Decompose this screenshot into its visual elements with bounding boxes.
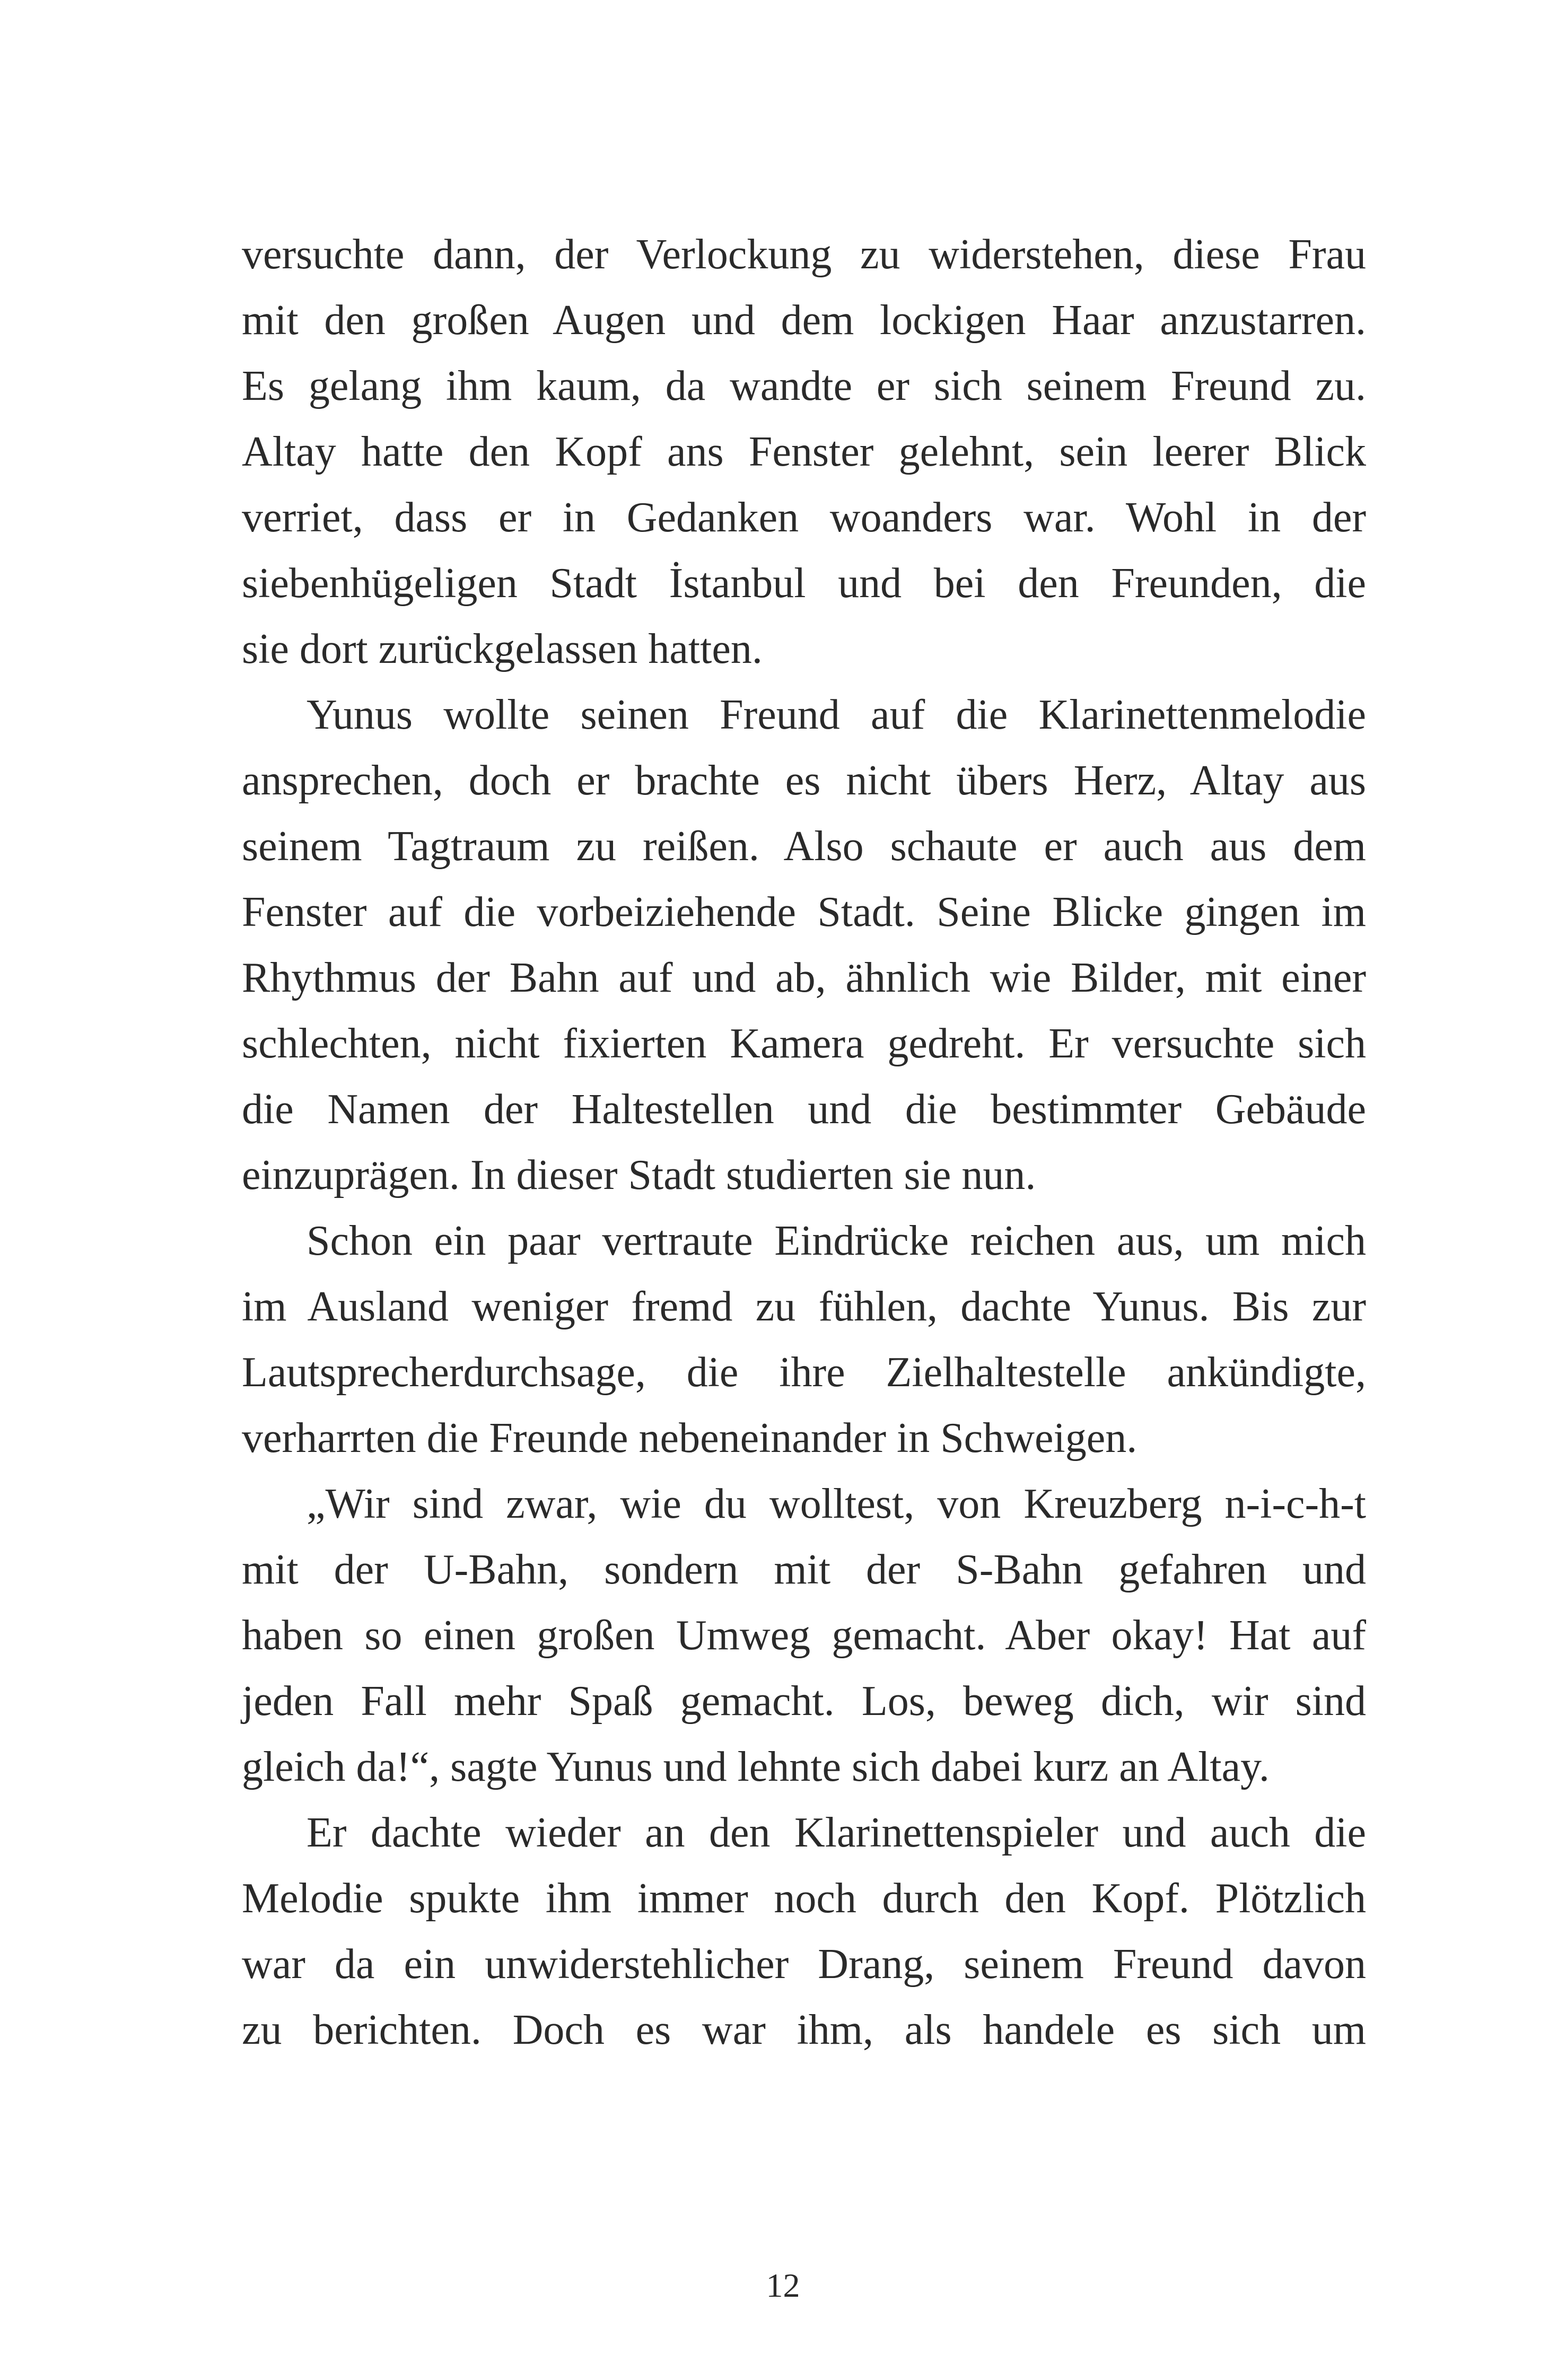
text-line: jeden Fall mehr Spaß gemacht. Los, beweg dich, wir sind [242, 1678, 1366, 1725]
paragraph [242, 222, 1366, 682]
text-line: haben so einen großen Umweg gemacht. Aber okay! Hat auf [242, 1612, 1366, 1659]
text-line: Es gelang ihm kaum, da wandte er sich seinem Freund zu. [242, 363, 1366, 409]
text-line: versuchte dann, der Verlockung zu widerstehen, diese Frau [242, 231, 1366, 278]
text-line: Er dachte wieder an den Klarinettenspieler und auch die [307, 1809, 1366, 1856]
text-line: verriet, dass er in Gedanken woanders war. Wohl in der [242, 494, 1366, 541]
text-line: mit der U-Bahn, sondern mit der S-Bahn gefahren und [242, 1546, 1366, 1593]
text-line: sie dort zurückgelassen hatten. [242, 626, 763, 672]
text-line: die Namen der Haltestellen und die bestimmter Gebäude [242, 1086, 1366, 1133]
text-line: war da ein unwiderstehlicher Drang, seinem Freund davon [242, 1941, 1366, 1988]
text-line: Schon ein paar vertraute Eindrücke reichen aus, um mich [307, 1218, 1366, 1264]
text-line: ansprechen, doch er brachte es nicht übers Herz, Altay aus [242, 757, 1366, 804]
text-line: siebenhügeligen Stadt İstanbul und bei den Freunden, die [242, 560, 1366, 607]
paragraph [242, 1471, 1366, 1800]
text-line: verharrten die Freunde nebeneinander in Schweigen. [242, 1415, 1138, 1462]
paragraph [242, 1208, 1366, 1471]
text-line: gleich da!“, sagte Yunus und lehnte sich dabei kurz an Altay. [242, 1744, 1270, 1790]
body-text [242, 222, 1366, 2063]
text-line: mit den großen Augen und dem lockigen Haar anzustarren. [242, 297, 1366, 344]
paragraph [242, 682, 1366, 1208]
text-line: zu berichten. Doch es war ihm, als handele es sich um [242, 2007, 1366, 2053]
text-line: schlechten, nicht fixierten Kamera gedreht. Er versuchte sich [242, 1020, 1366, 1067]
text-line: Fenster auf die vorbeiziehende Stadt. Seine Blicke gingen im [242, 889, 1366, 935]
text-line: Altay hatte den Kopf ans Fenster gelehnt, sein leerer Blick [242, 428, 1366, 475]
text-line: „Wir sind zwar, wie du wolltest, von Kreuzberg n-i-c-h-t [307, 1481, 1366, 1527]
text-line: Melodie spukte ihm immer noch durch den Kopf. Plötzlich [242, 1875, 1366, 1922]
text-line: Yunus wollte seinen Freund auf die Klarinettenmelodie [307, 692, 1366, 738]
text-line: einzuprägen. In dieser Stadt studierten sie nun. [242, 1152, 1036, 1198]
text-line: Lautsprecherdurchsage, die ihre Zielhaltestelle ankündigte, [242, 1349, 1366, 1396]
text-line: im Ausland weniger fremd zu fühlen, dachte Yunus. Bis zur [242, 1283, 1366, 1330]
text-line: seinem Tagtraum zu reißen. Also schaute er auch aus dem [242, 823, 1366, 870]
page-number: 12 [766, 2267, 800, 2304]
text-line: Rhythmus der Bahn auf und ab, ähnlich wie Bilder, mit einer [242, 955, 1366, 1001]
paragraph [242, 1800, 1366, 2063]
